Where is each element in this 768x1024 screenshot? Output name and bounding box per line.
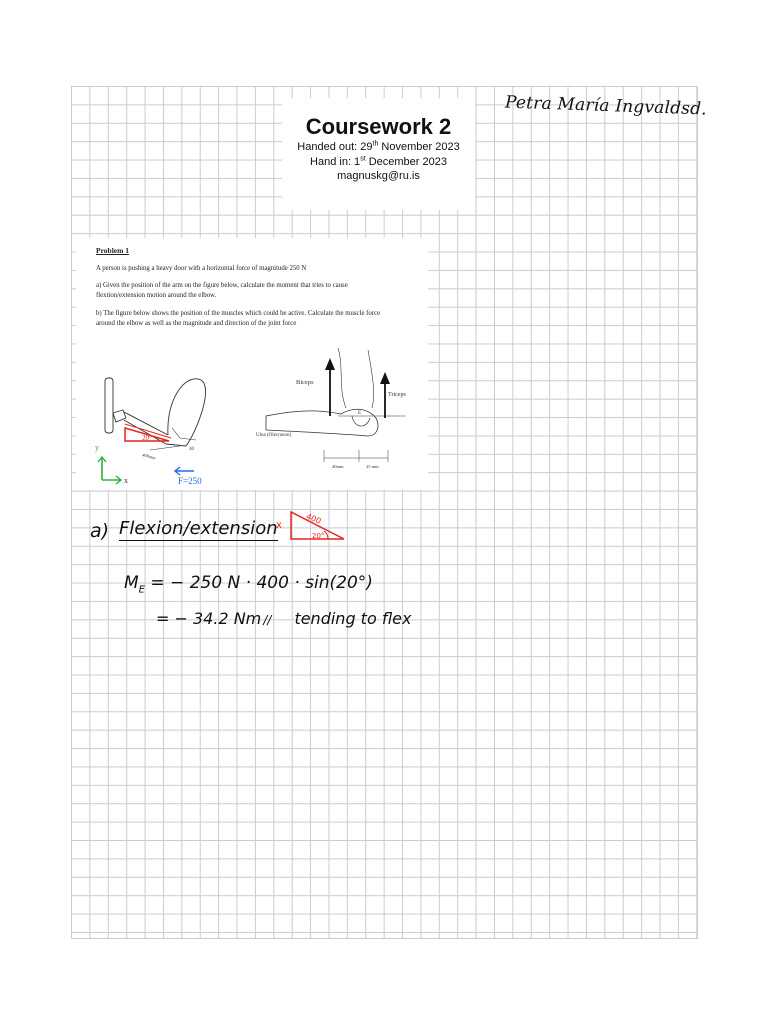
biceps-label: Biceps <box>296 379 314 386</box>
part-a-label: a) <box>90 520 110 542</box>
flexion-extension-heading: Flexion/extension <box>119 518 278 539</box>
upper-arm-sketch <box>166 379 206 446</box>
red-triangle-sketch <box>272 502 357 548</box>
moment-equation <box>124 573 373 595</box>
angle-label: 20° <box>142 434 152 442</box>
elbow-point-label: E <box>358 411 362 416</box>
problem-intro: A person is pushing a heavy door with a horizontal force of magnitude 250 N <box>96 265 307 272</box>
axis-y-label: y <box>95 443 99 452</box>
axis-x-label: x <box>124 476 128 485</box>
contact-email: magnuskg@ru.is <box>337 170 420 182</box>
problem-part-b: b) The figure below shows the position of the muscles which could be active. Calculate the muscle force around the elbow as well as the magnitude and direction of the joint force <box>96 310 381 327</box>
grid-paper <box>71 86 698 939</box>
biceps-arrow <box>325 358 335 416</box>
problem-figure <box>76 338 428 488</box>
dimension-a-label: 40mm <box>332 464 344 469</box>
arm-door-sketch <box>105 378 206 450</box>
coursework-header <box>282 98 475 210</box>
force-label: F=250 <box>178 476 202 486</box>
problem-title: Problem 1 <box>96 246 129 255</box>
moment-comment: tending to flex <box>294 609 412 628</box>
hand-in-date: Hand in: 1st December 2023 <box>310 154 447 168</box>
arm-length-label: 400mm <box>141 452 157 461</box>
triangle-x-label: x <box>276 520 282 531</box>
doc-title: Coursework 2 <box>305 114 452 139</box>
door-edge <box>105 378 113 433</box>
dimension-b-label: 25 mm <box>366 464 379 469</box>
axes-icon <box>98 457 121 484</box>
force-arrow <box>175 467 194 475</box>
final-answer-mark: // <box>263 613 272 627</box>
moment-value: = − 34.2 Nm <box>156 609 262 628</box>
handwritten-signature: Petra María Ingvaldsd. <box>504 92 708 120</box>
handed-out-date: Handed out: 29th November 2023 <box>297 140 460 153</box>
moment-symbol: M <box>124 573 139 593</box>
moment-subscript: E <box>138 584 145 596</box>
moment-expression: = − 250 N · 400 · sin(20°) <box>150 573 373 593</box>
problem-statement <box>76 238 428 490</box>
problem-part-a: a) Given the position of the arm on the figure below, calculate the moment that tries to cause flextion/extension motion around the elbow. <box>96 282 348 299</box>
moment-result <box>156 609 411 628</box>
small-dimension-label: 30 <box>189 447 194 452</box>
triangle-hypotenuse-label: 400 <box>304 511 323 526</box>
triangle-angle-label: 20° <box>312 532 325 540</box>
triceps-label: Triceps <box>388 392 406 398</box>
ulna-label: Ulna (Olecranon) <box>256 433 292 438</box>
